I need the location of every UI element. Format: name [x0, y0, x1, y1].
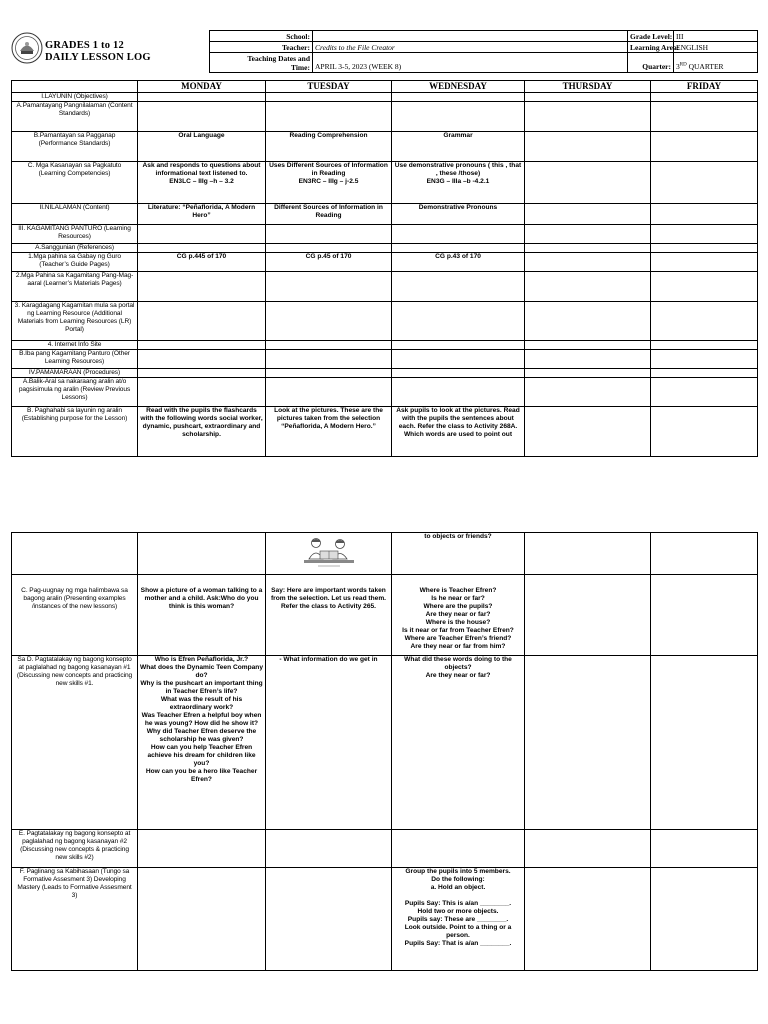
wednesday-discussion: What did these words doing to the objects? Are they near or far?: [392, 656, 525, 830]
row-label-content: II.NILALAMAN (Content): [12, 204, 138, 225]
row-label-developing-mastery: F. Paglinang sa Kabihasaan (Tungo sa Formative Assesment 3) Developing Mastery (Leads to Formative Assesment 3): [12, 868, 138, 971]
monday-performance: Oral Language: [138, 132, 266, 162]
corner-cell: [12, 81, 138, 93]
monday-content: Literature: “Peñaflorida, A Modern Hero”: [138, 204, 266, 225]
wednesday-mastery: Group the pupils into 5 members. Do the following: a. Hold an object. Pupils Say: This is a/an ________. Hold two or more objects. Pupils say: These are ________. Look outside. Point to a thing or a person. Pupils Say: That is a/an ________.: [392, 868, 525, 971]
row-label-other-resources: B.Iba pang Kagamitang Panturo (Other Learning Resources): [12, 350, 138, 369]
teacher-value: Credits to the File Creator: [313, 42, 628, 53]
page-header: [11, 30, 757, 70]
grade-level-value: III: [674, 31, 758, 42]
row-label-teacher-guide: 1.Mga pahina sa Gabay ng Guro (Teacher’s Guide Pages): [12, 253, 138, 272]
row-label-presenting-examples: C. Pag-uugnay ng mga halimbawa sa bagong aralin (Presenting examples /instances of the new lessons): [12, 575, 138, 656]
monday-cg-page: CG p.445 of 170: [138, 253, 266, 272]
day-header-wednesday: WEDNESDAY: [392, 81, 525, 93]
tuesday-purpose: Look at the pictures. These are the pictures taken from the selection “Peñaflorida, A Modern Hero.”: [266, 407, 392, 457]
row-label-review-lesson: A.Balik-Aral sa nakaraang aralin at/o pagsisimula ng aralin (Review Previous Lessons): [12, 378, 138, 407]
teaching-dates-value: APRIL 3-5, 2023 (WEEK 8): [313, 53, 628, 73]
tuesday-discussion: - What information do we get in: [266, 656, 392, 830]
teacher-label: Teacher:: [210, 42, 313, 53]
row-label-discussing-concepts-2: E. Pagtatalakay ng bagong konsepto at paglalahad ng bagong kasanayan #2 (Discussing new concepts & practicing new skills #2): [12, 830, 138, 868]
row-label-establishing-purpose: B. Paghahabi sa layunin ng aralin (Establishing purpose for the Lesson): [12, 407, 138, 457]
row-label-performance-standards: B.Pamantayan sa Pagganap (Performance Standards): [12, 132, 138, 162]
tuesday-competency: Uses Different Sources of Information in Reading EN3RC – IIIg – j-2.5: [266, 162, 392, 204]
wednesday-examples: Where is Teacher Efren? Is he near or far? Where are the pupils? Are they near or far? Where is the house? Is it near or far from Teacher Efren? Where are Teacher Efren’s friend? Are they near or far from him?: [392, 575, 525, 656]
lesson-log-table-page2: [11, 532, 758, 971]
monday-competency: Ask and responds to questions about informational text listened to. EN3LC – IIIg –h – 3.2: [138, 162, 266, 204]
wednesday-purpose: Ask pupils to look at the pictures. Read with the pupils the sentences about each. Refer the class to Activity 268A. Which words are used to point out: [392, 407, 525, 457]
day-header-monday: MONDAY: [138, 81, 266, 93]
monday-purpose: Read with the pupils the flashcards with the following words social worker, dynamic, pushcart, extraordinary and scholarship.: [138, 407, 266, 457]
log-title: GRADES 1 to 12 DAILY LESSON LOG: [45, 40, 151, 63]
wednesday-cg-page: CG p.43 of 170: [392, 253, 525, 272]
learning-area-label: Learning Area:: [628, 42, 674, 53]
quarter-label: Quarter:: [628, 53, 674, 73]
grade-level-label: Grade Level:: [628, 31, 674, 42]
row-label-learning-resources: III. KAGAMITANG PANTURO (Learning Resources): [12, 225, 138, 244]
deped-seal-icon: [11, 32, 43, 64]
header-info-table: [209, 30, 758, 73]
monday-examples: Show a picture of a woman talking to a mother and a child. Ask:Who do you think is this woman?: [138, 575, 266, 656]
quarter-value: 3RD QUARTER: [674, 53, 758, 73]
day-header-tuesday: TUESDAY: [266, 81, 392, 93]
row-label-content-standards: A.Pamantayang Pangnilalaman (Content Standards): [12, 102, 138, 132]
tuesday-cg-page: CG p.45 of 170: [266, 253, 392, 272]
teaching-dates-label: Teaching Dates and Time:: [210, 53, 313, 73]
school-label: School:: [210, 31, 313, 42]
row-label-discussing-concepts-1: Sa D. Pagtatalakay ng bagong konsepto at paglalahad ng bagong kasanayan #1 (Discussing new concepts and practicing new skills #1.: [12, 656, 138, 830]
tuesday-examples: Say: Here are important words taken from the selection. Let us read them. Refer the class to Activity 265.: [266, 575, 392, 656]
day-header-thursday: THURSDAY: [525, 81, 651, 93]
wednesday-purpose-continued: to objects or friends?: [392, 533, 525, 575]
row-label-internet-site: 4. Internet Info Site: [12, 341, 138, 350]
tuesday-picture-cell: [266, 533, 392, 575]
children-reading-picture: [298, 535, 360, 569]
row-label-additional-materials: 3. Karagdagang Kagamitan mula sa portal ng Learning Resource (Additional Materials from Learning Resources (LR) Portal): [12, 302, 138, 341]
wednesday-performance: Grammar: [392, 132, 525, 162]
tuesday-content: Different Sources of Information in Reading: [266, 204, 392, 225]
row-label-learning-competencies: C. Mga Kasanayan sa Pagkatuto (Learning Competencies): [12, 162, 138, 204]
row-label-references: A.Sanggunian (References): [12, 244, 138, 253]
school-value: [313, 31, 628, 42]
learning-area-value: ENGLISH: [674, 42, 758, 53]
wednesday-competency: Use demonstrative pronouns ( this , that , these /those) EN3G – IIIa –b -4.2.1: [392, 162, 525, 204]
wednesday-content: Demonstrative Pronouns: [392, 204, 525, 225]
lesson-log-table-page1: [11, 80, 758, 457]
row-label-layunin: I.LAYUNIN (Objectives): [12, 93, 138, 102]
monday-discussion: Who is Efren Peñaflorida, Jr.? What does the Dynamic Teen Company do? Why is the pushcart an important thing in Teacher Efren’s life? What was the result of his extraordinary work? Was Teacher Efren a helpful boy when he was young? How did he show it? Why did Teacher Efren deserve the scholarship he was given? How can you help Teacher Efren achieve his dream for children like you? How can you be a hero like Teacher Efren?: [138, 656, 266, 830]
row-label-learner-materials: 2.Mga Pahina sa Kagamitang Pang-Mag-aaral (Learner’s Materials Pages): [12, 272, 138, 302]
day-header-friday: FRIDAY: [651, 81, 758, 93]
tuesday-performance: Reading Comprehension: [266, 132, 392, 162]
row-label-procedures: IV.PAMAMARAAN (Procedures): [12, 369, 138, 378]
